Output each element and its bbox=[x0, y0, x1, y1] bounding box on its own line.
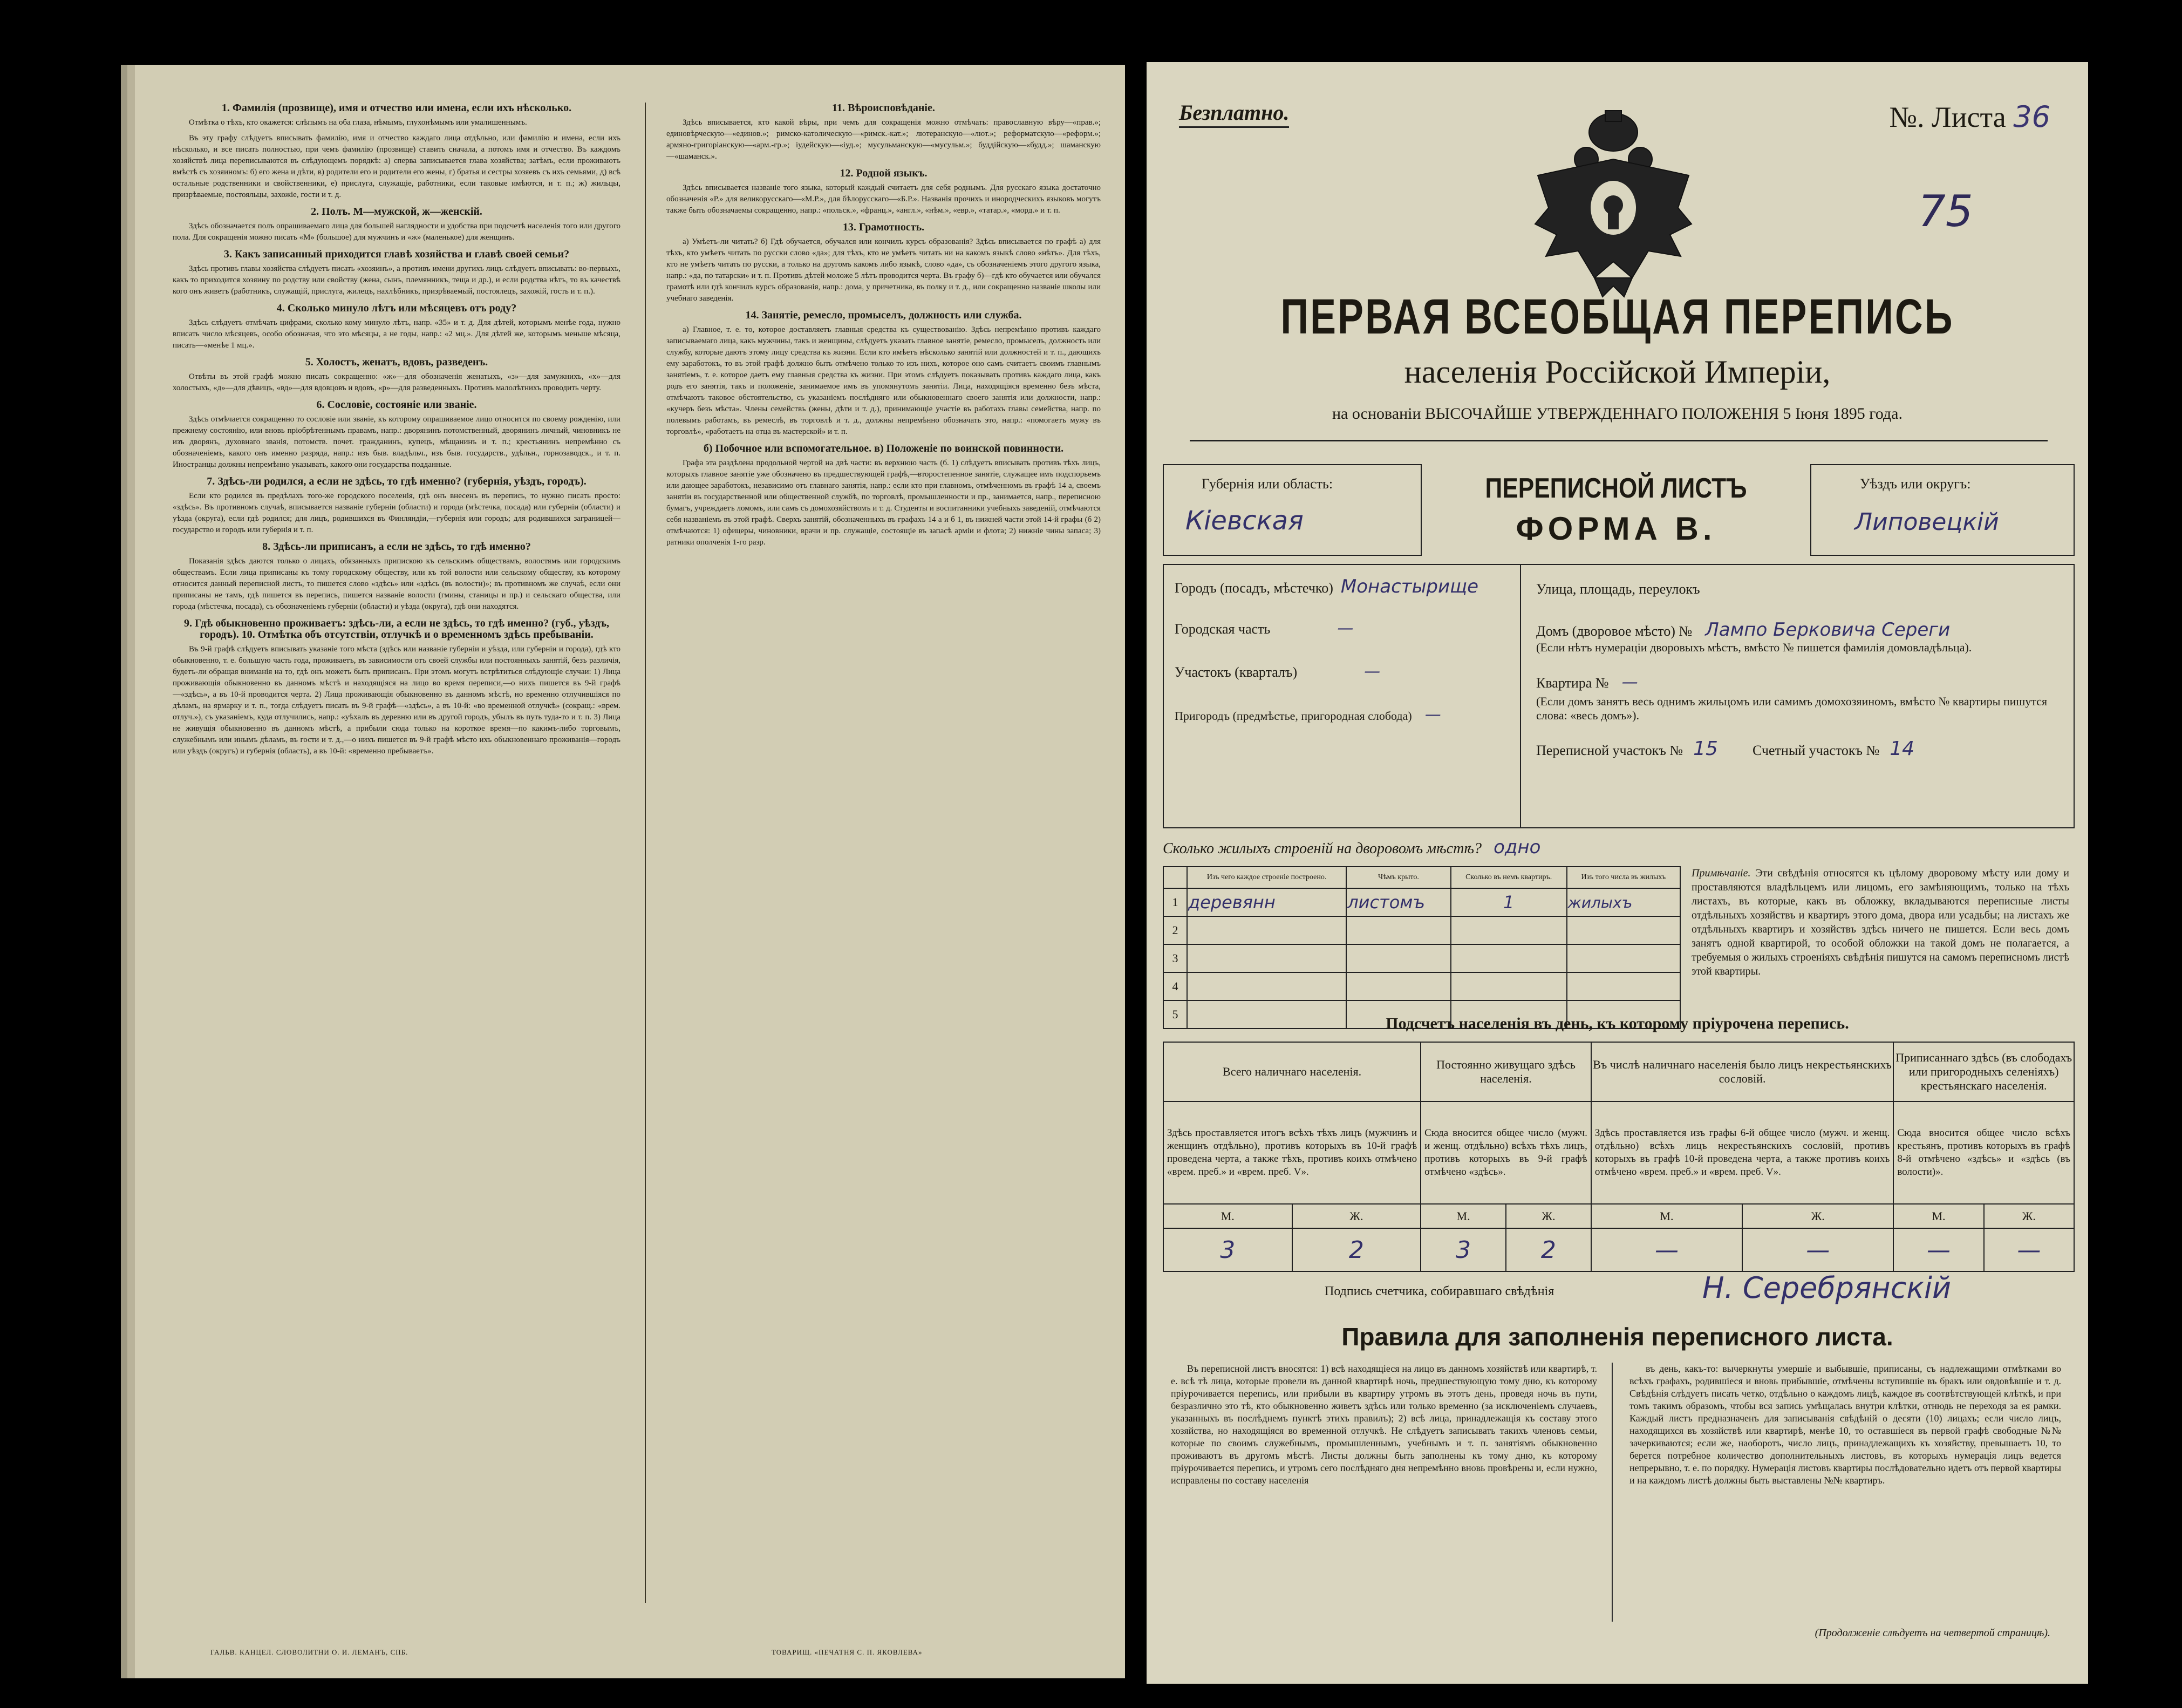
pop-group-permanent: Постоянно живущаго здѣсь населенія. bbox=[1421, 1042, 1591, 1101]
instruction-3: 3. Какъ записанный приходится главѣ хозяйства и главѣ своей семьи? Здѣсь противъ главы хозяйства слѣдуетъ писать «хозяинъ», а противъ имени другихъ лицъ слѣдуетъ вписывать: во-первыхъ, какъ то приходится хозяину по родству или свойству (жена, сынъ, племянникъ, теща и др.), и если родства нѣтъ, то въ качествѣ кого онъ живетъ (работникъ, служащій, прислуга, жилецъ, нахлѣбникъ, призрѣваемый, постоялецъ, захожій, гость и т. п.). bbox=[173, 248, 620, 296]
instruction-7: 7. Здѣсь-ли родился, а если не здѣсь, то гдѣ именно? (губернія, уѣздъ, городъ). Если кто родился въ предѣлахъ того-же городского поселенія, гдѣ онъ внесенъ въ перепись, то нужно писать просто: «здѣсь». Въ противномъ случаѣ, вписывается названіе губерніи (области) и города (мѣстечка, посада) или губерніи (области) и уѣзда (округа), если гдѣ родился; для лицъ, родившихся въ Финляндіи,—губернія или городъ; для родившихся заграницей—государство и городъ или губернія и т. п. bbox=[173, 475, 620, 534]
rules-column-b: въ день, какъ-то: вычеркнуты умершіе и выбывшіе, приписаны, съ надлежащими отмѣтками во всѣхъ графахъ, родившіеся и вновь прибывшіе, отмѣчены вступившіе въ бракъ или овдовѣвшіе и т. д. Свѣдѣнія слѣдуетъ писать четко, отдѣльно о каждомъ лицѣ, каждое въ соотвѣтствующей клѣткѣ, и при томъ такимъ образомъ, чтобы вся запись умѣщалась внутри клѣтки, отнюдь не переходя за ея рамки. Каждый листъ предназначенъ для записыванія свѣдѣній о десяти (10) лицахъ; если число лицъ, находящихся въ хозяйствѣ или квартирѣ, менѣе 10, то оставшіеся въ первой графѣ свободные №№ зачеркиваются; если же, наоборотъ, число лицъ, принадлежащихъ къ хозяйству, превышаетъ 10, то берется потребное количество дополнительныхъ листовъ, въ которыхъ нумерація лицъ ведется непрерывно, т. е. по порядку. Нумерація листовъ квартиры послѣдовательно идетъ отъ первой квартиры и на каждомъ листѣ должны быть выставлены №№ квартиръ. bbox=[1629, 1363, 2061, 1486]
province-value: Кіевская bbox=[1185, 506, 1304, 536]
instruction-1: 1. Фамилія (прозвище), имя и отчество или имена, если ихъ нѣсколько. Отмѣтка о тѣхъ, кто окажется: слѣпымъ на оба глаза, нѣмымъ, глухонѣмымъ или умалишеннымъ. bbox=[189, 102, 572, 127]
instruction-2: 2. Полъ. М—мужской, ж—женскій. Здѣсь обозначается полъ опрашиваемаго лица для большей наглядности и удобства при подсчетѣ населенія того или другого пола. Для сокращенія можно писать «М» (большое) для мужчинъ и «ж» (маленькое) для женщинъ. bbox=[173, 206, 620, 242]
archive-number: 75 bbox=[1918, 186, 1973, 236]
instruction-13: 13. Грамотность. а) Умѣетъ-ли читать? б) Гдѣ обучается, обучался или кончилъ курсъ образованія? Здѣсь вписывается по графѣ а) для тѣхъ, кто умѣетъ читать по русски слово «да»; для тѣхъ, кто не умѣетъ читать ни на какомъ языкѣ слово «нѣтъ». Для тѣхъ, кто не умѣетъ читать по русски, а только на другомъ какомъ либо языкѣ, слово «да», съ обозначеніемъ этого другого языка, напр.: «да, по татарски» и т. п. Противъ дѣтей моложе 5 лѣтъ проводится черта. Въ графу б)—гдѣ кто обучается или обучался грамотѣ или гдѣ кончилъ курсъ образованія, напр.: дома, у причетника, въ полку и т. д., или сокращенно названіе школы или учебнаго заведенія. bbox=[666, 221, 1101, 303]
table-row: 4 bbox=[1163, 972, 1680, 1001]
instruction-9-10: 9. Гдѣ обыкновенно проживаетъ: здѣсь-ли, а если не здѣсь, то гдѣ именно? (губ., уѣздъ, городъ). 10. Отмѣтка объ отсутствіи, отлучкѣ и о временномъ здѣсь пребываніи. Въ 9-й графѣ слѣдуетъ вписывать указаніе того мѣста (здѣсь или названіе губерніи и уѣзда, или губерніи и города), гдѣ кто обыкновенно, т. е. большую часть года, проживаетъ, въ зависимости отъ своей службы или постоянныхъ занятій, безъ различія, будетъ-ли обращая вниманія на то, гдѣ онъ можетъ быть приписанъ. При этомъ могутъ встрѣтиться слѣдующіе случаи: 1) Лица проживающія обыкновенно въ данномъ мѣстѣ и находящіяся на лицо во время переписи,—о нихъ пишется въ 9-й графѣ—«здѣсь», а въ 10-й проводится черта. 2) Лица проживающія обыкновенно въ данномъ мѣстѣ, но временно отлучившіяся по дѣламъ, на ярмарку и т. п., тогда слѣдуетъ писать въ 9-й графѣ—«здѣсь», а въ 10-й: «во временной отлучкѣ» (сокращ.: «врем. отлуч.»), съ указаніемъ, куда отлучились, напр.: «уѣхалъ въ деревню или въ другой городъ, убылъ въ путь туда-то и т. п. 3) Лица не живущія обыкновенно въ данномъ мѣстѣ, а прибыли сюда только на короткое время—по какимъ-либо торговымъ, служебнымъ или инымъ дѣламъ, въ гости и т. д.,—о нихъ пишется въ 9-й графѣ мѣсто ихъ обыкновеннаго проживанія—городъ или уѣздъ (округъ) и губернія (область), а въ 10-й: «временно пребываетъ». bbox=[173, 617, 620, 756]
instruction-12: 12. Родной языкъ. Здѣсь вписывается названіе того языка, который каждый считаетъ для себя роднымъ. Для русскаго языка достаточно обозначенія «Р.» для великорусскаго—«М.Р.», для бѣлорусскаго—«Б.Р.». Названія прочихъ и инородческихъ языковъ могутъ также быть обозначаемы сокращенно, напр.: «польск.», «франц.», «англ.», «нѣм.», «евр.», «татар.», «морд.» и т. п. bbox=[666, 167, 1101, 215]
buildings-answer: одно bbox=[1494, 836, 1541, 858]
buildings-col-flats: Сколько въ немъ квартиръ. bbox=[1451, 867, 1567, 888]
sheet-number-label: №. Листа bbox=[1889, 101, 2006, 133]
title-rule bbox=[1190, 440, 2048, 441]
rules-continued: (Продолженіе слѣдуетъ на четвертой страницѣ). bbox=[1815, 1627, 2050, 1639]
address-left bbox=[1175, 576, 1515, 748]
table-row: 3 bbox=[1163, 944, 1680, 972]
rules-title: Правила для заполненія переписного листа. bbox=[1341, 1323, 1893, 1351]
province-label: Губернія или область: bbox=[1202, 476, 1333, 492]
district-label: Уѣздъ или округъ: bbox=[1860, 476, 1971, 492]
buildings-note: Примѣчаніе. Эти свѣдѣнія относятся къ цѣлому дворовому мѣсту или дому и проставляются владѣльцемъ или лицомъ, его замѣняющимъ, только на тѣхъ листахъ, въ которые, какъ въ обложку, вкладываются переписные листы отдѣльныхъ хозяйствъ и квартиръ этого дома, двора или усадьбы; на листахъ же отдѣльныхъ квартиръ и хозяйствъ здѣсь ничего не пишется. Если весь домъ занятъ одной квартирой, то особой обложки на такой домъ не полагается, а требуемыя о жилыхъ строеніяхъ свѣдѣнія пишутся на самомъ переписномъ листѣ этой квартиры. bbox=[1692, 867, 2070, 977]
field-street: Улица, площадь, переулокъ bbox=[1536, 581, 1700, 597]
instruction-6: 6. Сословіе, состояніе или званіе. Здѣсь отмѣчается сокращенно то сословіе или званіе, къ которому опрашиваемое лицо относится по своему рожденію, или прежнему состоянію, или вновь пріобрѣтеннымъ правамъ, напр.: дворянинъ потомственный, дворянинъ личный, чиновникъ не изъ дворянъ, духовнаго званія, потомств. почет. гражданинъ, купецъ, мѣщанинъ и т. п.; крестьянинъ непремѣнно съ обозначеніемъ, какого онъ именно разряда, напр.: изъ быв. владѣльч., изъ быв. государств., удѣльн., горнозаводск., и т. п. Иностранцы должны непремѣнно указывать, какого они государства подданные. bbox=[173, 399, 620, 469]
buildings-col-roof: Чѣмъ крыто. bbox=[1346, 867, 1451, 888]
form-title: ПЕРЕПИСНОЙ ЛИСТЪ bbox=[1485, 473, 1747, 504]
buildings-question: Сколько жилыхъ строеній на дворовомъ мѣстѣ? одно bbox=[1163, 836, 1541, 858]
signature-label: Подпись счетчика, собиравшаго свѣдѣнія bbox=[1325, 1284, 1554, 1298]
main-title: ПЕРВАЯ ВСЕОБЩАЯ ПЕРЕПИСЬ bbox=[1280, 289, 1954, 344]
address-right bbox=[1536, 581, 2065, 765]
imperial-eagle-emblem bbox=[1524, 100, 1702, 300]
sub-title: населенія Россійской Имперіи, bbox=[1404, 354, 1831, 390]
pop-group-peasant: Приписаннаго здѣсь (въ слободахъ или пригородныхъ селеніяхъ) крестьянскаго населенія. bbox=[1893, 1042, 2074, 1101]
instruction-8: 8. Здѣсь-ли приписанъ, а если не здѣсь, то гдѣ именно? Показанія здѣсь даются только о лицахъ, обязанныхъ припискою къ сельскимъ обществамъ, волостямъ или городскимъ обществамъ. Если лица приписаны къ тому городскому обществу, или къ той волости или сельскому обществу, къ которому относится данный переписной листъ, то пишется слово «здѣсь» или «здѣсь (въ волости)»; въ противномъ же случаѣ, если они приписаны не тамъ, гдѣ пишется въ перепись, пишется названіе волости (гмины, станицы и пр.) и сельскаго общества, или города (мѣстечка, посада), съ обозначеніемъ губерніи (области) и уѣзда (округа), гдѣ они находятся. bbox=[173, 541, 620, 611]
pop-group-non-peasant: Въ числѣ наличнаго населенія было лицъ некрестьянскихъ сословій. bbox=[1591, 1042, 1893, 1101]
field-quarter: Участокъ (кварталъ) — bbox=[1175, 662, 1381, 681]
form-letter: ФОРМА В. bbox=[1516, 511, 1716, 547]
population-values-row: 3 2 3 2 — — — — bbox=[1163, 1228, 2074, 1271]
buildings-col-material: Изъ чего каждое строеніе построено. bbox=[1187, 867, 1346, 888]
pop-group-total: Всего наличнаго населенія. bbox=[1163, 1042, 1421, 1101]
instruction-5: 5. Холостъ, женатъ, вдовъ, разведенъ. Отвѣты въ этой графѣ можно писать сокращенно: «ж»—для обозначенія женатыхъ, «з»—для замужнихъ, «х»—для холостыхъ, «д»—для дѣвицъ, «вд»—для вдовцовъ и вдовъ, «р»—для разведенныхъ. Противъ малолѣтнихъ проводить черту. bbox=[173, 356, 620, 392]
left-column-b bbox=[666, 97, 1101, 1608]
left-column-a bbox=[173, 97, 620, 1608]
field-flat: Квартира № — bbox=[1536, 673, 1638, 692]
rules-column-a: Въ переписной листъ вносятся: 1) всѣ находящіеся на лицо въ данномъ хозяйствѣ или квартирѣ, т. е. всѣ тѣ лица, которые провели въ данной квартирѣ ночь, предшествующую тому дню, къ которому пріурочивается перепись, или прибыли въ квартиру утромъ въ этотъ день, проведя ночь въ пути, безразлично это тѣ, кто обыкновенно живетъ здѣсь или только временно (за исключеніемъ случаевъ, указанныхъ въ послѣднемъ пунктѣ этихъ правилъ); 2) всѣ лица, принадлежащія къ составу этого хозяйства, но находящіяся во временной отлучкѣ. Не слѣдуетъ записывать такихъ членовъ семьи, которые по своимъ служебнымъ, промышленнымъ, учебнымъ и т. п. занятіямъ обыкновенно проживаютъ въ другомъ мѣстѣ. Листы должны быть заполнены къ тому дню, къ которому пріурочивается перепись, и утромъ сего послѣдняго дня непремѣнно вновь провѣрены и, если нужно, исправлены по составу населенія bbox=[1171, 1363, 1597, 1486]
instruction-14: 14. Занятіе, ремесло, промыселъ, должность или служба. а) Главное, т. е. то, которое доставляетъ главныя средства къ существованію. Здѣсь непремѣнно противъ каждаго записываемаго лица, какъ мужчины, такъ и женщины, слѣдуетъ указать главное занятіе, ремесло, промыселъ, должность или службу, которые даютъ этому лицу средства къ жизни. Если кто имѣетъ нѣсколько занятій или должностей и т. п., дающихъ ему заработокъ, то въ этой графѣ должно быть отмѣчено только то изъ нихъ, которое оно самъ считаетъ своимъ главнымъ занятіемъ, т. е. которое даетъ ему главныя средства къ жизни. При этомъ слѣдуетъ показывать противъ каждаго лица, какъ родъ его занятія, такъ и положеніе, занимаемое имъ въ упомянутомъ занятіи. Лица, находящіяся временно безъ мѣста, отмѣчаютъ таковое обстоятельство, съ указаніемъ послѣдняго или обыкновеннаго своего занятія или должности, напр.: «кучеръ безъ мѣста». Члены семействъ (жены, дѣти и т. д.), принимающіе участіе въ работахъ главы семейства, напр. по полевымъ работамъ, въ ремеслѣ, въ торговлѣ и т. д., должны непремѣнно обозначать это, напр.: «помогаетъ мужу въ торговлѣ», «работаетъ на отца въ мастерской» и т. п. bbox=[666, 309, 1101, 436]
address-block bbox=[1163, 564, 2075, 828]
flat-note: (Если домъ занятъ весь однимъ жильцомъ или самимъ домохозяиномъ, вмѣсто № квартиры пишутся слова: «весь домъ»). bbox=[1536, 695, 2048, 722]
table-row: 5 bbox=[1163, 1001, 1680, 1029]
free-label: Безплатно. bbox=[1179, 100, 1289, 128]
right-page bbox=[1147, 62, 2088, 1684]
basis-line: на основаніи ВЫСОЧАЙШЕ УТВЕРЖДЕННАГО ПОЛОЖЕНІЯ 5 Іюня 1895 года. bbox=[1332, 405, 1903, 423]
instruction-1-text: Въ эту графу слѣдуетъ вписывать фамилію, имя и отчество каждаго лица отдѣльно, или фамилію и имена, если ихъ нѣсколько, и все писать полностью, при чемъ фамилію (прозвище) ставить сначала, а потомъ имя и отчество. Въ каждомъ хозяйствѣ лица переписываются въ слѣдующемъ порядкѣ: а) сперва записывается глава хозяйства; затѣмъ, если проживаютъ вмѣстѣ съ хозяиномъ: б) его жена и дѣти, в) родители его и родители его жены, г) братья и сестры хозяевъ съ ихъ семьями, д) всѣ остальные родственники и свойственники, е) прислуга, служащіе, работники, если таковые имѣются, и т. п.; ж) жильцы, призрѣваемые, постояльцы, захожіе, гости и т. д. bbox=[173, 134, 620, 199]
buildings-table bbox=[1163, 866, 1681, 1029]
left-page bbox=[135, 65, 1125, 1678]
house-note: (Если нѣтъ нумераціи дворовыхъ мѣстъ, вмѣсто № пишется фамилія домовладѣльца). bbox=[1536, 641, 1972, 654]
rules-divider bbox=[1612, 1363, 1613, 1622]
field-districts: Переписной участокъ № 15 Счетный участокъ № 14 bbox=[1536, 738, 1915, 760]
instruction-11: 11. Вѣроисповѣданіе. Здѣсь вписывается, кто какой вѣры, при чемъ для сокращенія можно отмѣчать: православную вѣру—«прав.»; единовѣрческую—«единов.»; римско-католическую—«римск.-кат.»; лютеранскую—«лют.»; реформатскую—«реформ.»; армяно-григоріанскую—«арм.-гр.»; іудейскую—«іуд.»; мусульманскую—«мусульм.»; буддійскую—«будд.»; шаманскую—«шаманск.». bbox=[666, 102, 1101, 161]
sheet-number-value: 36 bbox=[2013, 100, 2050, 134]
population-table: Всего наличнаго населенія. Постоянно живущаго здѣсь населенія. Въ числѣ наличнаго населенія было лицъ некрестьянскихъ сословій. Приписаннаго здѣсь (въ слободахъ или пригородныхъ селеніяхъ) крестьянскаго населенія. Здѣсь проставляется итогъ всѣхъ тѣхъ лицъ (мужчинъ и женщинъ отдѣльно), противъ которыхъ въ 10-й графѣ проведена черта, а также тѣхъ, противъ коихъ отмѣчено «врем. преб.» и «врем. преб. V». Сюда вносится общее число (мужч. и женщ. отдѣльно) всѣхъ тѣхъ лицъ, противъ которыхъ въ 9-й графѣ отмѣчено «здѣсь». Здѣсь проставляется изъ графы 6-й общее число (мужч. и женщ. отдѣльно) всѣхъ лицъ некрестьянскихъ сословій, противъ которыхъ въ графѣ 10-й проведена черта, а также противъ коихъ отмѣчено «врем. преб.» и «врем. преб. V». Сюда вносится общее число всѣхъ крестьянъ, противъ которыхъ въ графѣ 8-й отмѣчено «здѣсь» и «здѣсь (въ волости)». М. Ж. М. Ж. М. Ж. М. Ж. 3 2 3 2 — — — — bbox=[1163, 1042, 2075, 1272]
population-title: Подсчетъ населенія въ день, къ которому пріурочена перепись. bbox=[1386, 1015, 1849, 1032]
province-box bbox=[1163, 464, 1422, 556]
printer-note-left: ГАЛЬВ. КАНЦЕЛ. СЛОВОЛИТНИ О. И. ЛЕМАНЪ, СПБ. bbox=[210, 1648, 408, 1656]
counter-signature: Н. Серебрянскій bbox=[1702, 1271, 1952, 1305]
instruction-4: 4. Сколько минуло лѣтъ или мѣсяцевъ отъ роду? Здѣсь слѣдуетъ отмѣчать цифрами, сколько кому минуло лѣтъ, напр. «35» и т. д. Для дѣтей, которымъ менѣе года, нужно вписать число мѣсяцевъ, особо обозначая, что это мѣсяцы, а не годы, напр.: «2 мц.». Для дѣтей же, которымъ меньше мѣсяца, писать—«менѣе 1 мц.». bbox=[173, 302, 620, 350]
field-house: Домъ (дворовое мѣсто) № Лампо Берковича Сереги bbox=[1536, 619, 1951, 641]
buildings-col-residential: Изъ того числа въ жилыхъ bbox=[1567, 867, 1680, 888]
field-town-part: Городская часть — bbox=[1175, 619, 1354, 638]
printer-note-right: ТОВАРИЩ. «ПЕЧАТНЯ С. П. ЯКОВЛЕВА» bbox=[772, 1648, 923, 1656]
field-suburb: Пригородъ (предмѣстье, пригородная слобода) — bbox=[1175, 705, 1441, 724]
district-box bbox=[1810, 464, 2075, 556]
district-value: Липовецкій bbox=[1854, 508, 1999, 536]
instruction-14b: б) Побочное или вспомогательное. в) Положеніе по воинской повинности. Графа эта раздѣлена продольной чертой на двѣ части: въ верхнюю часть (б. 1) слѣдуетъ вписывать противъ тѣхъ лицъ, которыхъ главное занятіе уже обозначено въ предшествующей графѣ,—второстепенное занятіе, служащее имъ подспорьемъ или дающее заработокъ, независимо отъ главнаго занятія, напр.: если кто при главномъ, отмѣченномъ въ графѣ 14 а, своемъ занятіи въ государственной или общественной службѣ, по торговлѣ, промышленности и пр., занимается, напр., переписною бумагъ, учреждаетъ ломомъ, или самъ съ домохозяйствомъ и т. д. Студенты и воспитанники учебныхъ заведеній, отмѣчаются себя названіемъ въ этой графѣ. Сверхъ занятій, обозначенныхъ въ графахъ 14 а и б 1, въ нижней части этой 14-й графы (б 2) отмѣчаются: 1) офицеры, чиновники, врачи и пр. служащіе, состоящіе въ запасѣ арміи и флота; 2) нижніе чины запаса; 3) ратники ополченія 1-го разр. bbox=[666, 443, 1101, 547]
table-row: 2 bbox=[1163, 916, 1680, 944]
table-row: 1 деревянн листомъ 1 жилыхъ bbox=[1163, 888, 1680, 916]
field-town: Городъ (посадъ, мѣстечко) Монастырище bbox=[1175, 576, 1479, 597]
sheet-number bbox=[1890, 100, 2050, 134]
column-divider bbox=[645, 103, 646, 1603]
